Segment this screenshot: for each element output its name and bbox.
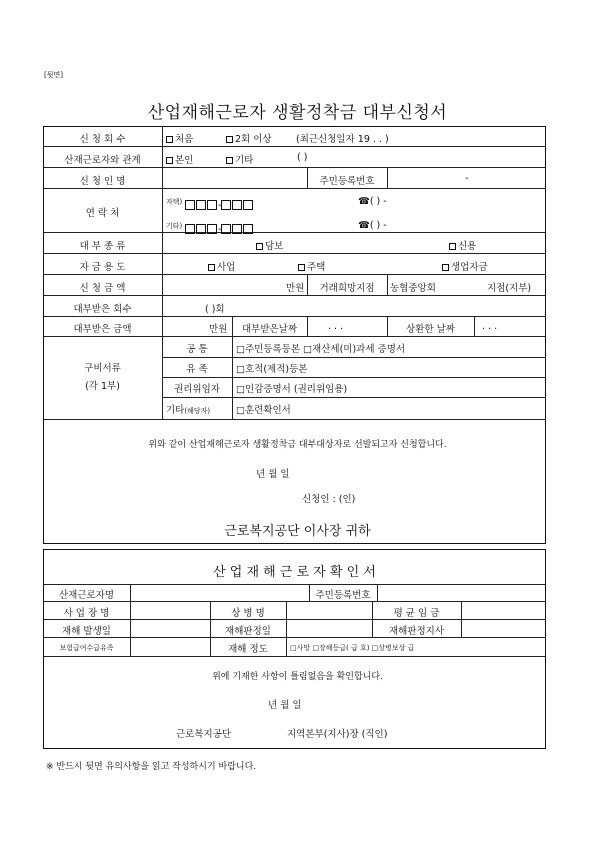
page-tag: [뒷면] bbox=[44, 71, 63, 79]
loan-date-field[interactable]: . . . bbox=[328, 321, 344, 332]
option-first-time[interactable]: 처음 bbox=[166, 131, 193, 145]
checkbox-icon bbox=[208, 264, 215, 271]
doc-items-common[interactable]: □주민등록등본 □재산세(미)과세 증명서 bbox=[236, 344, 406, 355]
checkbox-icon bbox=[298, 264, 305, 271]
option-collateral[interactable]: 담보 bbox=[256, 238, 283, 252]
label-injury: 상 병 명 bbox=[231, 608, 265, 619]
applicant-name-field[interactable] bbox=[164, 169, 305, 186]
option-credit[interactable]: 신용 bbox=[449, 238, 476, 252]
home-number-field[interactable]: - bbox=[185, 193, 254, 212]
label-application-count: 신 청 회 수 bbox=[79, 134, 126, 145]
severity-options[interactable]: □사망 □장해등급( 급 호) □상병보상 급 bbox=[290, 644, 415, 652]
option-livelihood[interactable]: 생업자금 bbox=[442, 259, 488, 273]
doc-items-bereaved[interactable]: □호적(제적)등본 bbox=[236, 364, 308, 375]
branch-field[interactable]: 지점(지부) bbox=[487, 283, 532, 294]
occurrence-date-field[interactable] bbox=[132, 621, 208, 635]
label-severity: 재해 정도 bbox=[228, 644, 268, 655]
label-loan-type: 대 부 종 류 bbox=[79, 241, 126, 252]
label-home: 자택) bbox=[166, 198, 183, 206]
issuer-office-seal[interactable]: 지역본부(지사)장 (직인) bbox=[287, 729, 388, 740]
label-worker-id: 주민등록번호 bbox=[315, 590, 371, 601]
label-loan-amount: 대부받은 금액 bbox=[73, 324, 132, 335]
issuer-org: 근로복지공단 bbox=[176, 729, 232, 740]
label-one-copy-each: (각 1부) bbox=[85, 381, 120, 392]
label-required-docs: 구비서류 bbox=[84, 363, 121, 374]
doc-category-other: 기타(해당자) bbox=[166, 405, 211, 416]
avg-wage-field[interactable] bbox=[463, 603, 544, 617]
checkbox-icon bbox=[226, 136, 233, 143]
other-number-field[interactable]: - bbox=[185, 217, 254, 236]
resident-number-field[interactable]: - bbox=[465, 173, 469, 184]
doc-items-other[interactable]: □훈련확인서 bbox=[236, 405, 291, 416]
other-phone-field[interactable]: ☎( ) - bbox=[358, 220, 387, 231]
label-judgment-date: 재해판정일 bbox=[225, 626, 271, 637]
checkbox-icon bbox=[442, 264, 449, 271]
label-workplace: 사 업 장 명 bbox=[63, 608, 110, 619]
checkbox-icon bbox=[166, 157, 173, 164]
repay-date-field[interactable]: . . . bbox=[482, 321, 498, 332]
label-relation: 산재근로자와 관계 bbox=[64, 155, 141, 166]
worker-id-field[interactable] bbox=[379, 586, 544, 599]
confirmation-statement: 위에 기재한 사항이 틀림없음을 확인합니다. bbox=[212, 672, 383, 682]
recent-date-note: (최근신청일자 19 . . ) bbox=[296, 134, 389, 145]
option-two-or-more[interactable]: 2회 이상 bbox=[226, 131, 272, 145]
addressee: 근로복지공단 이사장 귀하 bbox=[224, 524, 371, 539]
workplace-field[interactable] bbox=[132, 603, 208, 617]
confirmation-title: 산 업 재 해 근 로 자 확 인 서 bbox=[213, 565, 376, 580]
doc-category-proxy: 권리위임자 bbox=[174, 384, 220, 395]
doc-category-common: 공 통 bbox=[186, 344, 208, 355]
loan-amount-unit: 만원 bbox=[209, 324, 228, 335]
injury-field[interactable] bbox=[288, 603, 370, 617]
worker-name-field[interactable] bbox=[132, 586, 307, 599]
doc-items-proxy[interactable]: □인감증명서 (권리위임용) bbox=[236, 384, 348, 395]
application-statement: 위와 같이 산업재해근로자 생활정착금 대부대상자로 선발되고자 신청합니다. bbox=[148, 440, 447, 450]
checkbox-icon bbox=[449, 243, 456, 250]
label-loans-received: 대부받은 회수 bbox=[73, 304, 132, 315]
label-applicant-name: 신 청 인 명 bbox=[79, 176, 126, 187]
other-relation-field[interactable]: ( ) bbox=[297, 152, 308, 163]
judgment-date-field[interactable] bbox=[288, 621, 370, 635]
confirmation-date[interactable]: 년 월 일 bbox=[268, 700, 302, 711]
judgment-office-field[interactable] bbox=[463, 621, 544, 635]
label-occurrence-date: 재해 발생일 bbox=[62, 626, 111, 637]
option-other[interactable]: 기타 bbox=[226, 152, 253, 166]
benefit-recipient-field[interactable] bbox=[132, 639, 208, 654]
label-judgment-office: 재해판정지사 bbox=[388, 626, 445, 637]
label-worker-name: 산재근로자명 bbox=[58, 590, 115, 601]
label-fund-use: 자 금 용 도 bbox=[79, 262, 126, 273]
bank-name: 농협중앙회 bbox=[390, 283, 436, 294]
label-contact: 연 락 처 bbox=[85, 208, 120, 219]
label-amount: 신 청 금 액 bbox=[79, 283, 126, 294]
application-date[interactable]: 년 월 일 bbox=[256, 469, 290, 480]
label-other-contact: 기타) bbox=[166, 222, 183, 230]
form-title: 산업재해근로자 생활정착금 대부신청서 bbox=[147, 103, 448, 123]
doc-category-bereaved: 유 족 bbox=[186, 364, 208, 375]
checkbox-icon bbox=[226, 157, 233, 164]
footnote: ※ 반드시 뒷면 유의사항을 읽고 작성하시기 바랍니다. bbox=[46, 762, 257, 772]
amount-unit: 만원 bbox=[286, 283, 305, 294]
loan-count-field[interactable]: ( )회 bbox=[205, 304, 225, 315]
option-self[interactable]: 본인 bbox=[166, 152, 193, 166]
home-phone-field[interactable]: ☎( ) - bbox=[358, 196, 387, 207]
checkbox-icon bbox=[256, 243, 263, 250]
label-avg-wage: 평 균 임 금 bbox=[393, 608, 440, 619]
label-loan-date: 대부받은날짜 bbox=[241, 324, 298, 335]
label-resident-number: 주민등록번호 bbox=[319, 176, 375, 187]
label-repay-date: 상환한 날짜 bbox=[406, 324, 455, 335]
checkbox-icon bbox=[166, 136, 173, 143]
option-business[interactable]: 사업 bbox=[208, 259, 235, 273]
label-preferred-branch: 거래희망지점 bbox=[319, 283, 375, 294]
option-housing[interactable]: 주택 bbox=[298, 259, 325, 273]
applicant-signature[interactable]: 신청인 : (인) bbox=[302, 494, 356, 505]
label-benefit-recipient: 보험급여수급유족 bbox=[59, 644, 114, 652]
